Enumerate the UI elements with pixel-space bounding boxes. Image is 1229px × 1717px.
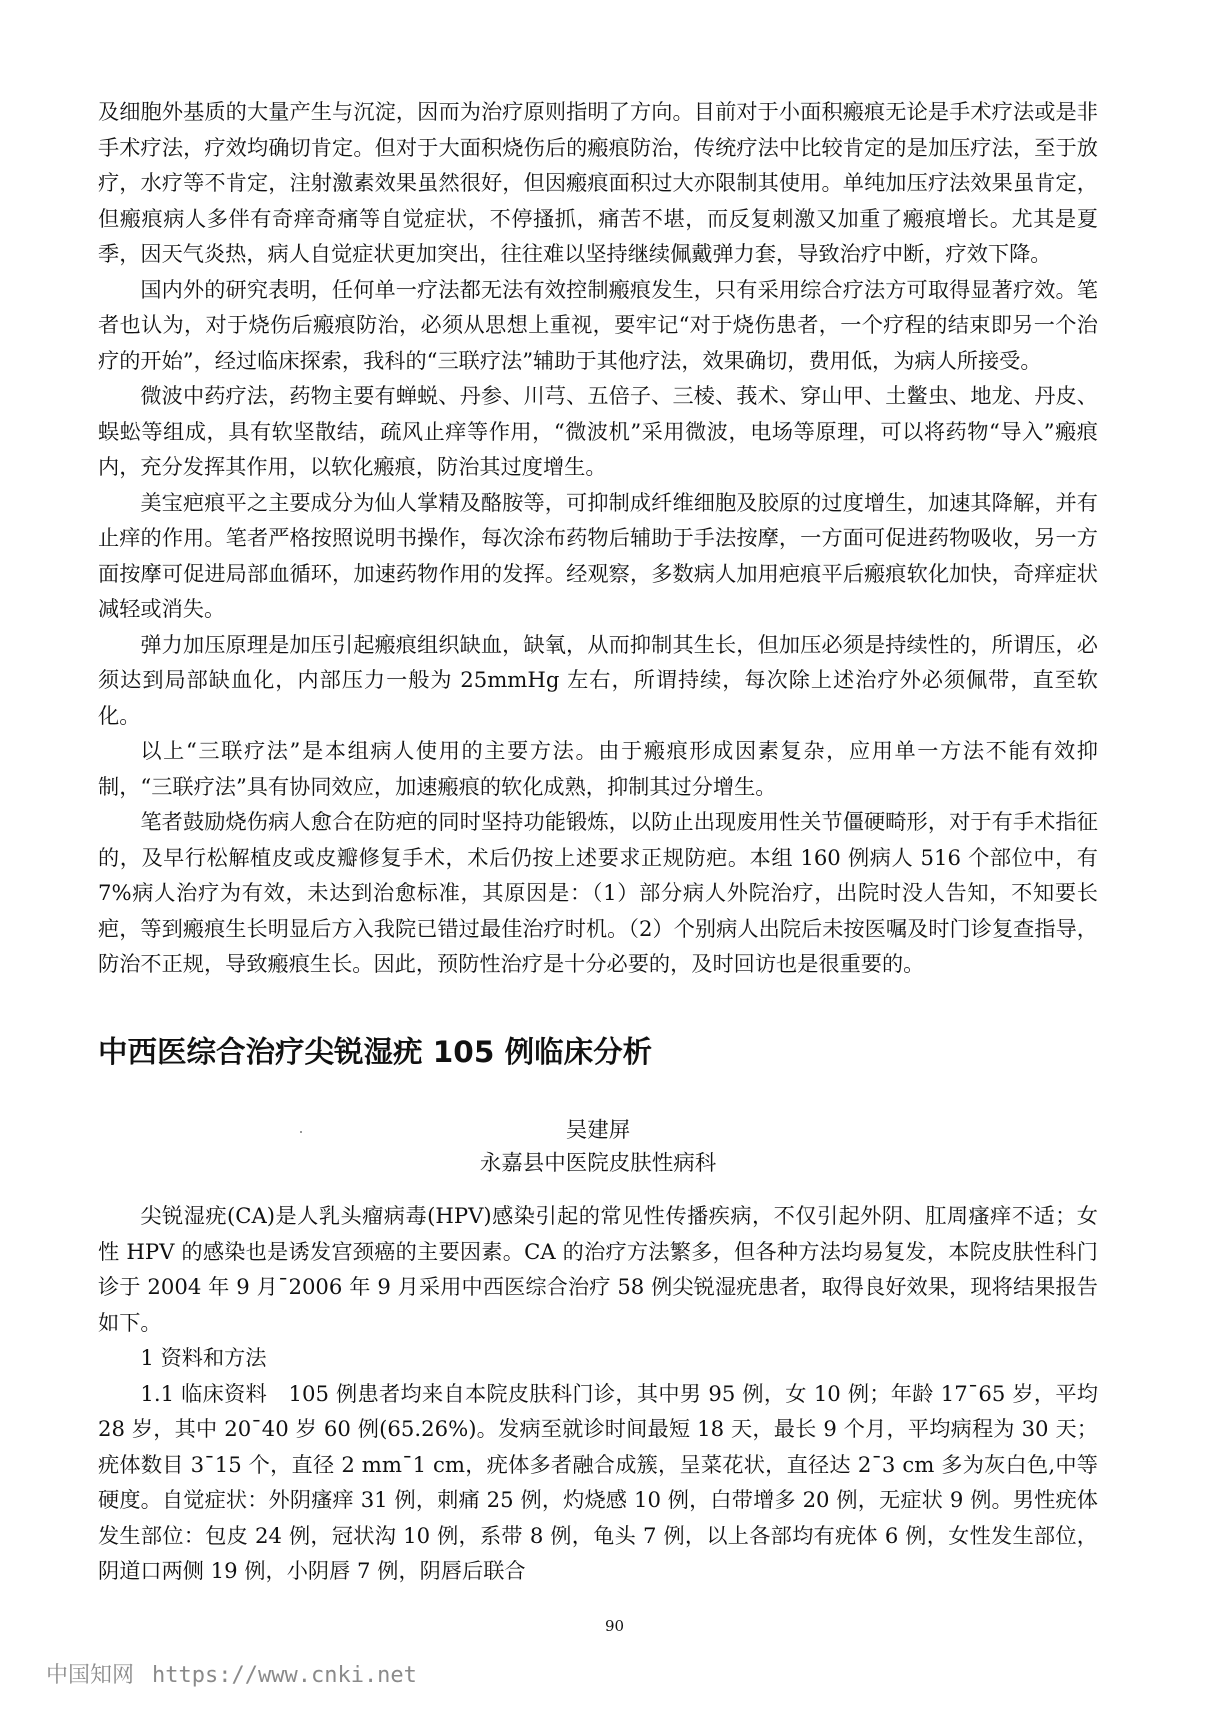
section-heading: 1 资料和方法	[140, 1345, 267, 1370]
page-number: 90	[604, 1617, 625, 1635]
paragraph: 美宝疤痕平之主要成分为仙人掌精及酪胺等，可抑制成纤维细胞及胶原的过度增生，加速其降解，并有止痒的作用。笔者严格按照说明书操作，每次涂布药物后辅助于手法按摩，一方面可促进药物吸收，另一方面按摩可促进局部血循环，加速药物作用的发挥。经观察，多数病人加用疤痕平后瘢痕软化加快，奇痒症状减轻或消失。	[98, 489, 1098, 621]
byline	[98, 1114, 1098, 1180]
watermark-brand: 中国知网	[46, 1663, 135, 1688]
paragraph: 1.1 临床资料 105 例患者均来自本院皮肤科门诊，其中男 95 例，女 10 例；年龄 17¯65 岁，平均 28 岁，其中 20¯40 岁 60 例(65.26%)。发病至就诊时间最短 18 天，最长 9 个月，平均病程为 30 天；疣体数目 3¯15 个，直径 2 mm¯1 cm，疣体多者融合成簇，呈菜花状，直径达 2¯3 cm 多为灰白色,中等硬度。自觉症状：外阴瘙痒 31 例，刺痛 25 例，灼烧感 10 例，白带增多 20 例，无症状 9 例。男性疣体发生部位：包皮 24 例，冠状沟 10 例，系带 8 例，龟头 7 例，以上各部均有疣体 6 例，女性发生部位，阴道口两侧 19 例，小阴唇 7 例，阴唇后联合	[98, 1380, 1098, 1583]
paragraph: 微波中药疗法，药物主要有蝉蜕、丹参、川芎、五倍子、三棱、莪术、穿山甲、土鳖虫、地龙、丹皮、蜈蚣等组成，具有软坚散结，疏风止痒等作用，“微波机”采用微波，电场等原理，可以将药物“导入”瘢痕内，充分发挥其作用，以软化瘢痕，防治其过度增生。	[98, 383, 1098, 479]
paragraph: 国内外的研究表明，任何单一疗法都无法有效控制瘢痕发生，只有采用综合疗法方可取得显著疗效。笔者也认为，对于烧伤后瘢痕防治，必须从思想上重视，要牢记“对于烧伤患者，一个疗程的结束即另一个治疗的开始”，经过临床探索，我科的“三联疗法”辅助于其他疗法，效果确切，费用低，为病人所接受。	[98, 276, 1098, 373]
watermark-url: https://www.cnki.net	[152, 1663, 417, 1688]
paragraph: 尖锐湿疣(CA)是人乳头瘤病毒(HPV)感染引起的常见性传播疾病，不仅引起外阴、肛周瘙痒不适；女性 HPV 的感染也是诱发宫颈癌的主要因素。CA 的治疗方法繁多，但各种方法均易复发，本院皮肤性科门诊于 2004 年 9 月¯2006 年 9 月采用中西医综合治疗 58 例尖锐湿疣患者，取得良好效果，现将结果报告如下。	[98, 1203, 1098, 1335]
paragraph: 以上“三联疗法”是本组病人使用的主要方法。由于瘢痕形成因素复杂，应用单一方法不能有效抑制，“三联疗法”具有协同效应，加速瘢痕的软化成熟，抑制其过分增生。	[98, 738, 1098, 799]
paragraph: 弹力加压原理是加压引起瘢痕组织缺血，缺氧，从而抑制其生长，但加压必须是持续性的，所谓压，必须达到局部缺血化，内部压力一般为 25mmHg 左右，所谓持续，每次除上述治疗外必须佩带，直至软化。	[98, 631, 1098, 728]
article-body	[98, 1198, 1098, 1589]
author-name: 吴建屏	[565, 1118, 631, 1143]
paragraph: 笔者鼓励烧伤病人愈合在防疤的同时坚持功能锻炼，以防止出现废用性关节僵硬畸形，对于有手术指征的，及早行松解植皮或皮瓣修复手术，术后仍按上述要求正规防疤。本组 160 例病人 516 个部位中，有 7%病人治疗为有效，未达到治愈标准，其原因是：（1）部分病人外院治疗，出院时没人告知，不知要长疤，等到瘢痕生长明显后方入我院已错过最佳治疗时机。（2）个别病人出院后未按医嘱及时门诊复查指导，防治不正规，导致瘢痕生长。因此，预防性治疗是十分必要的，及时回访也是很重要的。	[98, 809, 1098, 976]
article-title: 中西医综合治疗尖锐湿疣 105 例临床分析	[98, 1035, 653, 1069]
continued-article-text	[98, 94, 1098, 982]
cnki-watermark	[46, 1661, 417, 1691]
author-affiliation: 永嘉县中医院皮肤性病科	[479, 1151, 717, 1176]
paragraph: 及细胞外基质的大量产生与沉淀，因而为治疗原则指明了方向。目前对于小面积瘢痕无论是手术疗法或是非手术疗法，疗效均确切肯定。但对于大面积烧伤后的瘢痕防治，传统疗法中比较肯定的是加压疗法，至于放疗，水疗等不肯定，注射激素效果虽然很好，但因瘢痕面积过大亦限制其使用。单纯加压疗法效果虽肯定，但瘢痕病人多伴有奇痒奇痛等自觉症状，不停搔抓，痛苦不堪，而反复刺激又加重了瘢痕增长。尤其是夏季，因天气炎热，病人自觉症状更加突出，往往难以坚持继续佩戴弹力套，导致治疗中断，疗效下降。	[98, 99, 1098, 266]
